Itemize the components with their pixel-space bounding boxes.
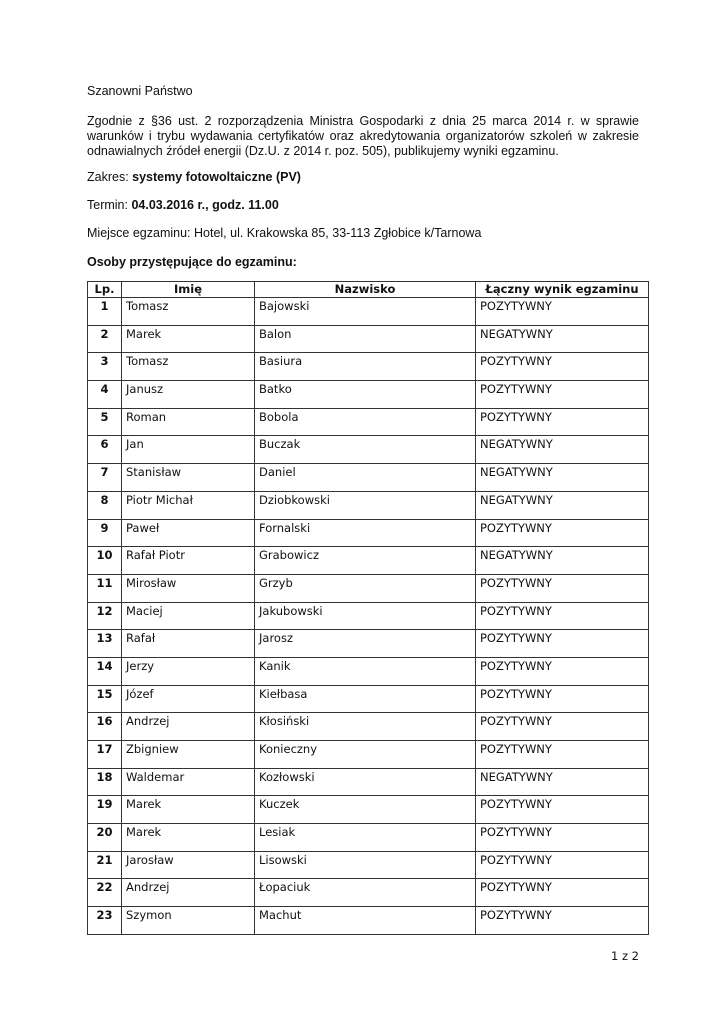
result-cell: POZYTYWNY xyxy=(476,824,649,852)
last-name-cell: Daniel xyxy=(255,464,476,492)
result-cell: NEGATYWNY xyxy=(476,768,649,796)
result-cell: POZYTYWNY xyxy=(476,685,649,713)
table-row xyxy=(88,713,649,741)
table-row xyxy=(88,547,649,575)
table-row xyxy=(88,657,649,685)
last-name-cell: Grabowicz xyxy=(255,547,476,575)
table-row xyxy=(88,796,649,824)
row-number: 16 xyxy=(88,713,122,741)
first-name-cell: Józef xyxy=(122,685,255,713)
last-name-cell: Kanik xyxy=(255,657,476,685)
row-number: 11 xyxy=(88,574,122,602)
result-cell: POZYTYWNY xyxy=(476,713,649,741)
table-row xyxy=(88,907,649,935)
first-name-cell: Jarosław xyxy=(122,851,255,879)
result-cell: POZYTYWNY xyxy=(476,907,649,935)
last-name-cell: Kozłowski xyxy=(255,768,476,796)
table-row xyxy=(88,574,649,602)
result-cell: NEGATYWNY xyxy=(476,436,649,464)
exam-scope-value: systemy fotowoltaiczne (PV) xyxy=(132,170,301,184)
result-cell: POZYTYWNY xyxy=(476,298,649,326)
row-number: 19 xyxy=(88,796,122,824)
first-name-cell: Stanisław xyxy=(122,464,255,492)
last-name-cell: Basiura xyxy=(255,353,476,381)
row-number: 4 xyxy=(88,381,122,409)
first-name-cell: Maciej xyxy=(122,602,255,630)
table-row xyxy=(88,741,649,769)
last-name-cell: Bobola xyxy=(255,408,476,436)
last-name-cell: Bajowski xyxy=(255,298,476,326)
result-cell: POZYTYWNY xyxy=(476,602,649,630)
exam-date xyxy=(87,198,279,213)
header-result: Łączny wynik egzaminu xyxy=(476,282,649,298)
last-name-cell: Konieczny xyxy=(255,741,476,769)
table-row xyxy=(88,824,649,852)
result-cell: POZYTYWNY xyxy=(476,353,649,381)
results-table xyxy=(87,281,649,935)
participants-heading: Osoby przystępujące do egzaminu: xyxy=(87,255,297,269)
row-number: 3 xyxy=(88,353,122,381)
result-cell: POZYTYWNY xyxy=(476,630,649,658)
page-number: 1 z 2 xyxy=(611,949,639,963)
row-number: 7 xyxy=(88,464,122,492)
row-number: 10 xyxy=(88,547,122,575)
first-name-cell: Jerzy xyxy=(122,657,255,685)
row-number: 14 xyxy=(88,657,122,685)
exam-date-value: 04.03.2016 r., godz. 11.00 xyxy=(131,198,279,212)
exam-place: Miejsce egzaminu: Hotel, ul. Krakowska 85, 33-113 Zgłobice k/Tarnowa xyxy=(87,226,482,240)
table-row xyxy=(88,851,649,879)
last-name-cell: Kiełbasa xyxy=(255,685,476,713)
result-cell: POZYTYWNY xyxy=(476,381,649,409)
table-row xyxy=(88,325,649,353)
row-number: 6 xyxy=(88,436,122,464)
row-number: 12 xyxy=(88,602,122,630)
table-row xyxy=(88,464,649,492)
last-name-cell: Grzyb xyxy=(255,574,476,602)
result-cell: POZYTYWNY xyxy=(476,574,649,602)
table-row xyxy=(88,436,649,464)
exam-date-label: Termin: xyxy=(87,198,132,212)
exam-scope xyxy=(87,170,301,185)
row-number: 1 xyxy=(88,298,122,326)
table-row xyxy=(88,768,649,796)
exam-scope-label: Zakres: xyxy=(87,170,133,184)
first-name-cell: Marek xyxy=(122,325,255,353)
row-number: 9 xyxy=(88,519,122,547)
first-name-cell: Rafał Piotr xyxy=(122,547,255,575)
result-cell: POZYTYWNY xyxy=(476,741,649,769)
row-number: 2 xyxy=(88,325,122,353)
first-name-cell: Mirosław xyxy=(122,574,255,602)
result-cell: NEGATYWNY xyxy=(476,491,649,519)
result-cell: NEGATYWNY xyxy=(476,547,649,575)
first-name-cell: Tomasz xyxy=(122,353,255,381)
first-name-cell: Waldemar xyxy=(122,768,255,796)
table-row xyxy=(88,685,649,713)
last-name-cell: Lesiak xyxy=(255,824,476,852)
row-number: 23 xyxy=(88,907,122,935)
first-name-cell: Marek xyxy=(122,796,255,824)
result-cell: POZYTYWNY xyxy=(476,519,649,547)
table-row xyxy=(88,408,649,436)
last-name-cell: Fornalski xyxy=(255,519,476,547)
header-last-name: Nazwisko xyxy=(255,282,476,298)
last-name-cell: Batko xyxy=(255,381,476,409)
last-name-cell: Buczak xyxy=(255,436,476,464)
header-first-name: Imię xyxy=(122,282,255,298)
first-name-cell: Paweł xyxy=(122,519,255,547)
row-number: 17 xyxy=(88,741,122,769)
row-number: 20 xyxy=(88,824,122,852)
first-name-cell: Rafał xyxy=(122,630,255,658)
first-name-cell: Roman xyxy=(122,408,255,436)
result-cell: POZYTYWNY xyxy=(476,851,649,879)
last-name-cell: Balon xyxy=(255,325,476,353)
last-name-cell: Dziobkowski xyxy=(255,491,476,519)
table-row xyxy=(88,298,649,326)
header-lp: Lp. xyxy=(88,282,122,298)
table-row xyxy=(88,353,649,381)
result-cell: NEGATYWNY xyxy=(476,464,649,492)
result-cell: POZYTYWNY xyxy=(476,796,649,824)
first-name-cell: Janusz xyxy=(122,381,255,409)
row-number: 18 xyxy=(88,768,122,796)
row-number: 15 xyxy=(88,685,122,713)
first-name-cell: Szymon xyxy=(122,907,255,935)
result-cell: NEGATYWNY xyxy=(476,325,649,353)
first-name-cell: Zbigniew xyxy=(122,741,255,769)
row-number: 13 xyxy=(88,630,122,658)
last-name-cell: Lisowski xyxy=(255,851,476,879)
table-row xyxy=(88,602,649,630)
row-number: 8 xyxy=(88,491,122,519)
first-name-cell: Andrzej xyxy=(122,879,255,907)
row-number: 5 xyxy=(88,408,122,436)
first-name-cell: Piotr Michał xyxy=(122,491,255,519)
row-number: 21 xyxy=(88,851,122,879)
last-name-cell: Łopaciuk xyxy=(255,879,476,907)
table-row xyxy=(88,879,649,907)
table-row xyxy=(88,491,649,519)
result-cell: POZYTYWNY xyxy=(476,408,649,436)
first-name-cell: Jan xyxy=(122,436,255,464)
last-name-cell: Jarosz xyxy=(255,630,476,658)
first-name-cell: Tomasz xyxy=(122,298,255,326)
intro-paragraph: Zgodnie z §36 ust. 2 rozporządzenia Ministra Gospodarki z dnia 25 marca 2014 r. w sprawie warunków i trybu wydawania certyfikatów oraz akredytowania organizatorów szkoleń w zakresie odnawialnych źródeł energii (Dz.U. z 2014 r. poz. 505), publikujemy wyniki egzaminu. xyxy=(87,114,639,158)
first-name-cell: Andrzej xyxy=(122,713,255,741)
table-row xyxy=(88,381,649,409)
table-row xyxy=(88,519,649,547)
result-cell: POZYTYWNY xyxy=(476,657,649,685)
row-number: 22 xyxy=(88,879,122,907)
greeting: Szanowni Państwo xyxy=(87,84,193,98)
last-name-cell: Kuczek xyxy=(255,796,476,824)
last-name-cell: Machut xyxy=(255,907,476,935)
table-row xyxy=(88,630,649,658)
result-cell: POZYTYWNY xyxy=(476,879,649,907)
last-name-cell: Jakubowski xyxy=(255,602,476,630)
last-name-cell: Kłosiński xyxy=(255,713,476,741)
first-name-cell: Marek xyxy=(122,824,255,852)
table-header-row xyxy=(88,282,649,298)
